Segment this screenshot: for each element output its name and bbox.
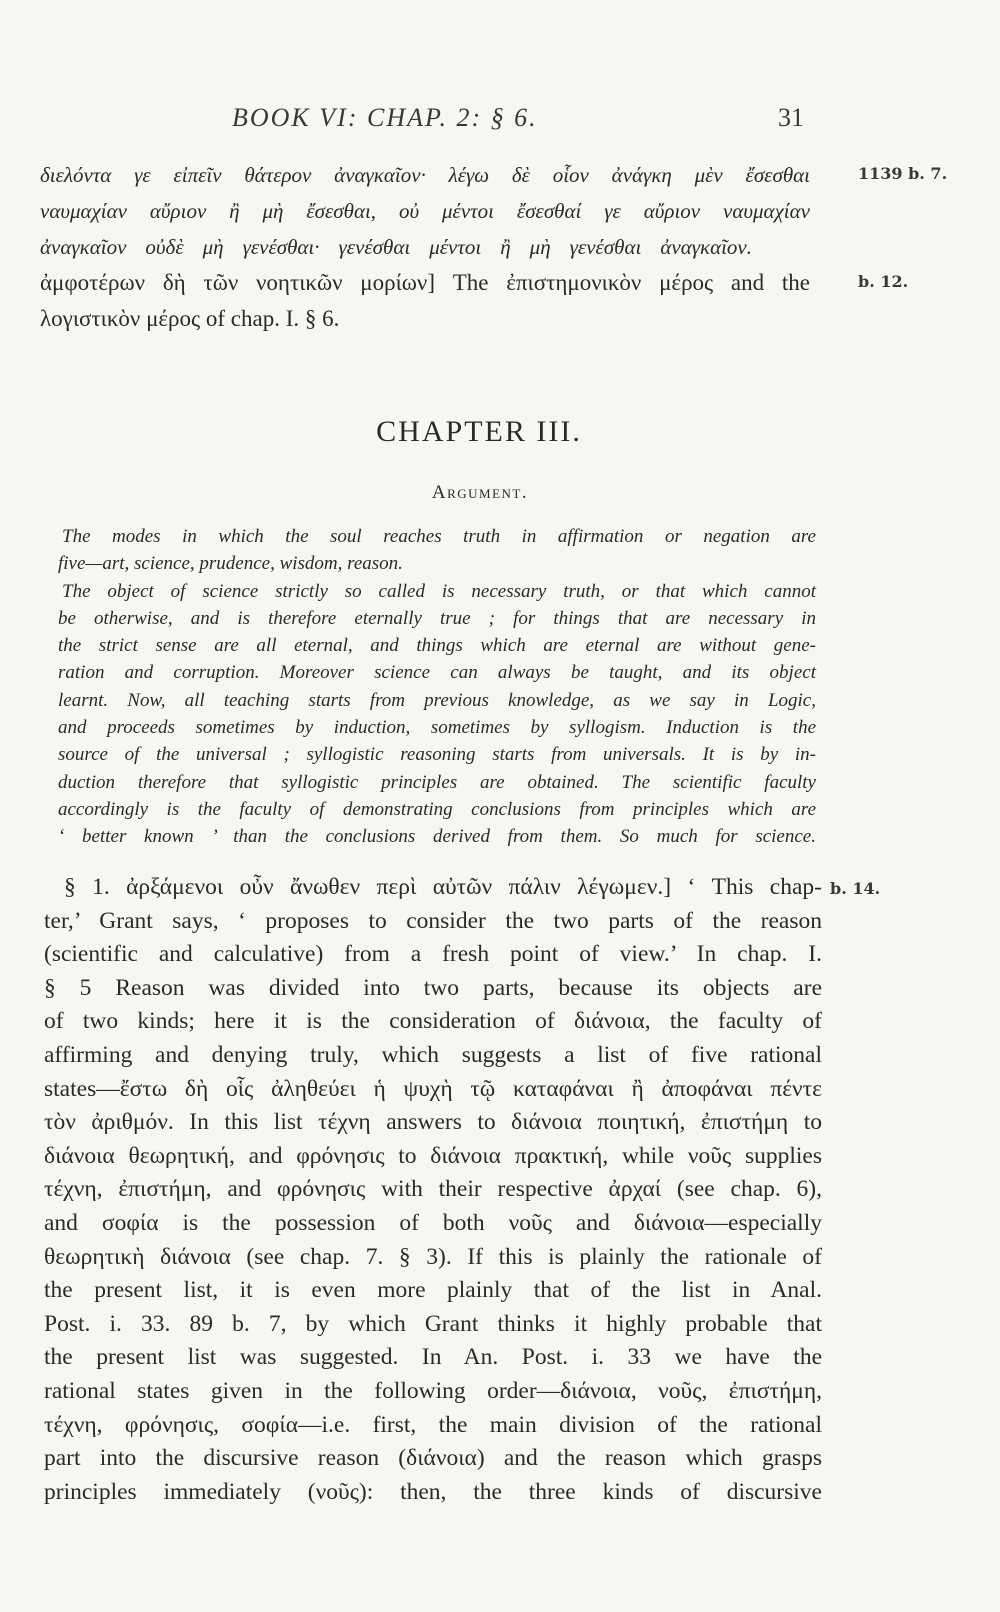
argument-line: The modes in which the soul reaches truth in affirmation or negation are <box>62 526 816 547</box>
commentary-line: part into the discursive reason (διάνοια) and the reason which grasps <box>44 1445 822 1472</box>
commentary-line: τὸν ἀριθμόν. In this list τέχνη answers to διάνοια ποιητική, ἐπιστήμη to <box>44 1109 822 1136</box>
argument-line: learnt. Now, all teaching starts from previous knowledge, as we say in Logic, <box>58 689 816 711</box>
commentary-line: (scientific and calculative) from a fresh point of view.’ In chap. I. <box>44 941 822 968</box>
commentary-line: ter,’ Grant says, ‘ proposes to consider the two parts of the reason <box>44 907 822 934</box>
note-line: ἀναγκαῖον οὐδὲ μὴ γενέσθαι· γενέσθαι μέντοι ἢ μὴ γενέσθαι ἀναγκαῖον. <box>40 235 752 259</box>
commentary-line: states—ἔστω δὴ οἷς ἀληθεύει ἡ ψυχὴ τῷ καταφάναι ἢ ἀποφάναι πέντε <box>44 1075 822 1102</box>
argument-line: ration and corruption. Moreover science can always be taught, and its object <box>58 662 816 684</box>
running-head <box>0 103 1000 143</box>
note-line: λογιστικὸν μέρος of chap. I. § 6. <box>40 306 340 331</box>
note-line: ἀμφοτέρων δὴ τῶν νοητικῶν μορίων] The ἐπιστημονικὸν μέρος and the <box>40 270 810 295</box>
commentary-line: τέχνη, ἐπιστήμη, and φρόνησις with their respective ἀρχαί (see chap. 6), <box>44 1176 822 1203</box>
commentary-line: and σοφία is the possession of both νοῦς and διάνοια—especially <box>44 1209 822 1236</box>
note-line: διελόντα γε εἰπεῖν θάτερον ἀναγκαῖον· λέγω δὲ οἷον ἀνάγκη μὲν ἔσεσθαι <box>40 163 810 187</box>
argument-line: five—art, science, prudence, wisdom, reason. <box>58 553 403 575</box>
commentary-line: § 1. ἀρξάμενοι οὖν ἄνωθεν περὶ αὐτῶν πάλιν λέγωμεν.] ‘ This chap- <box>64 874 822 900</box>
commentary-line: διάνοια θεωρητική, and φρόνησις to διάνοια πρακτική, while νοῦς supplies <box>44 1142 822 1169</box>
margin-reference: b. 14. <box>830 879 881 898</box>
commentary-line: the present list was suggested. In An. Post. i. 33 we have the <box>44 1344 822 1371</box>
commentary-line: rational states given in the following order—διάνοια, νοῦς, ἐπιστήμη, <box>44 1377 822 1404</box>
argument-summary <box>58 523 816 851</box>
margin-reference: b. 12. <box>858 272 909 291</box>
argument-line: and proceeds sometimes by induction, sometimes by syllogism. Induction is the <box>58 717 816 739</box>
commentary-line: affirming and denying truly, which suggests a list of five rational <box>44 1041 822 1068</box>
argument-line: source of the universal ; syllogistic reasoning starts from universals. It is by in- <box>58 744 816 766</box>
top-notes <box>40 158 948 340</box>
commentary-line: § 5 Reason was divided into two parts, because its objects are <box>44 974 822 1001</box>
argument-line: be otherwise, and is therefore eternally true ; for things that are necessary in <box>58 607 816 629</box>
commentary <box>44 871 822 1509</box>
commentary-line: of two kinds; here it is the consideration of διάνοια, the faculty of <box>44 1008 822 1035</box>
commentary-line: principles immediately (νοῦς): then, the three kinds of discursive <box>44 1478 822 1505</box>
argument-heading: Argument. <box>431 482 529 503</box>
chapter-heading: CHAPTER III. <box>376 415 582 448</box>
argument-line: ‘ better known ’ than the conclusions derived from them. So much for science. <box>58 826 816 848</box>
argument-line: The object of science strictly so called is necessary truth, or that which cannot <box>62 580 816 602</box>
argument-line: accordingly is the faculty of demonstrating conclusions from principles which are <box>58 798 816 820</box>
commentary-line: τέχνη, φρόνησις, σοφία—i.e. first, the main division of the rational <box>44 1411 822 1438</box>
commentary-line: θεωρητικὴ διάνοια (see chap. 7. § 3). If this is plainly the rationale of <box>44 1243 822 1270</box>
note-line: ναυμαχίαν αὔριον ἢ μὴ ἔσεσθαι, οὐ μέντοι ἔσεσθαί γε αὔριον ναυμαχίαν <box>40 199 810 223</box>
argument-line: the strict sense are all eternal, and things which are eternal are without gene- <box>58 635 816 657</box>
margin-reference: 1139 b. 7. <box>858 164 948 183</box>
running-title: BOOK VI: CHAP. 2: § 6. <box>232 103 538 132</box>
commentary-line: Post. i. 33. 89 b. 7, by which Grant thinks it highly probable that <box>44 1310 822 1337</box>
argument-line: duction therefore that syllogistic principles are obtained. The scientific faculty <box>58 771 816 793</box>
commentary-line: the present list, it is even more plainly that of the list in Anal. <box>44 1277 822 1304</box>
page-number: 31 <box>778 103 804 132</box>
